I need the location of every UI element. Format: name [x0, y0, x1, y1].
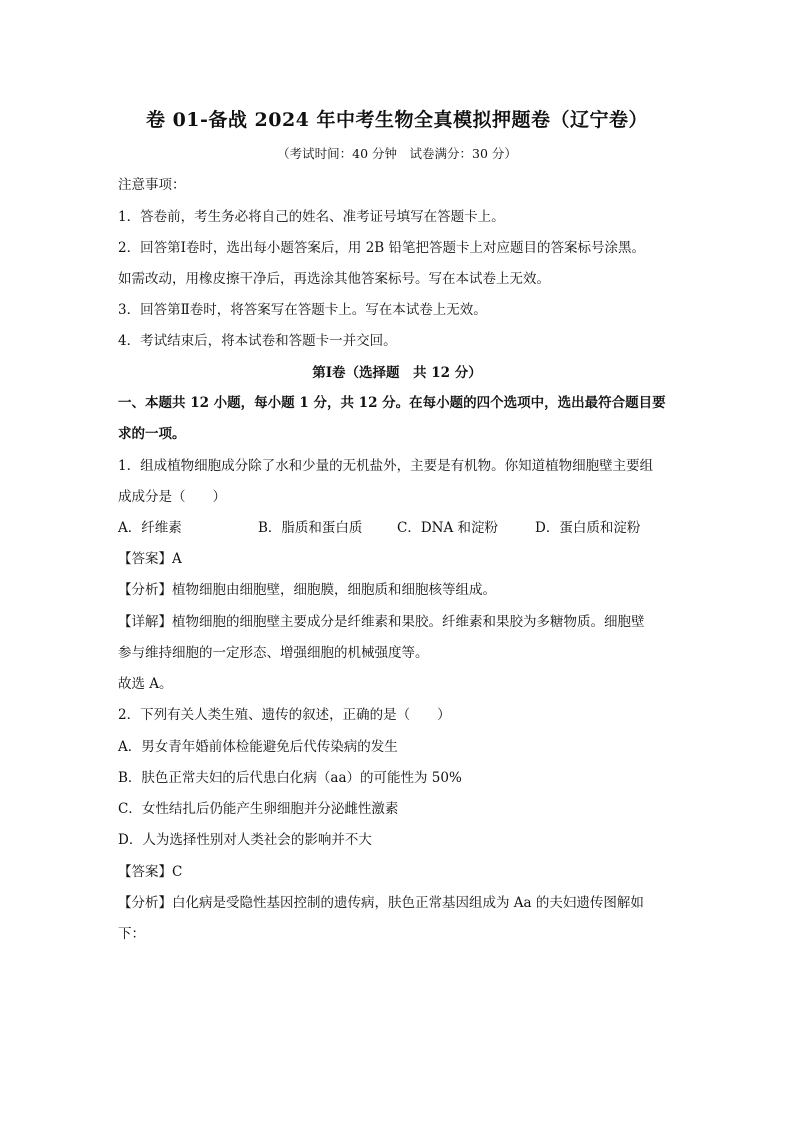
section-instructions-line-1: 一、本题共 12 小题，每小题 1 分，共 12 分。在每小题的四个选项中，选出最符合题目要 — [118, 395, 666, 411]
section-instructions-line-2: 求的一项。 — [118, 426, 186, 442]
question-1-choice: 故选 A。 — [118, 676, 173, 692]
note-2-line-2: 如需改动，用橡皮擦干净后，再选涂其他答案标号。写在本试卷上无效。 — [118, 271, 550, 287]
section-heading: 第Ⅰ卷（选择题 共 12 分） — [312, 365, 482, 381]
question-1-stem-line-2: 成成分是（ ） — [118, 489, 226, 505]
note-4: 4．考试结束后，将本试卷和答题卡一并交回。 — [118, 333, 397, 349]
question-1-answer: 【答案】A — [118, 551, 182, 567]
exam-info: （考试时间：40 分钟 试卷满分：30 分） — [277, 146, 517, 161]
question-1-option-d: D．蛋白质和淀粉 — [535, 520, 641, 536]
question-2-answer: 【答案】C — [118, 864, 183, 880]
question-1-option-a: A．纤维素 — [118, 520, 182, 536]
notes-heading: 注意事项： — [118, 177, 186, 193]
question-2-analysis-line-1: 【分析】白化病是受隐性基因控制的遗传病，肤色正常基因组成为 Aa 的夫妇遗传图解如 — [118, 895, 644, 911]
question-1-stem-line-1: 1．组成植物细胞成分除了水和少量的无机盐外，主要是有机物。你知道植物细胞壁主要组 — [118, 458, 654, 474]
question-2-option-a: A．男女青年婚前体检能避免后代传染病的发生 — [118, 739, 398, 755]
page-title: 卷 01-备战 2024 年中考生物全真模拟押题卷（辽宁卷） — [145, 109, 649, 131]
note-3: 3．回答第Ⅱ卷时，将答案写在答题卡上。写在本试卷上无效。 — [118, 302, 487, 318]
question-1-detail-line-1: 【详解】植物细胞的细胞壁主要成分是纤维素和果胶。纤维素和果胶为多糖物质。细胞壁 — [118, 614, 645, 630]
question-2-option-d: D．人为选择性别对人类社会的影响并不大 — [118, 832, 372, 848]
question-2-option-c: C．女性结扎后仍能产生卵细胞并分泌雌性激素 — [118, 801, 399, 817]
question-1-detail-line-2: 参与维持细胞的一定形态、增强细胞的机械强度等。 — [118, 645, 429, 661]
question-1-option-b: B．脂质和蛋白质 — [258, 520, 363, 536]
question-2-option-b: B．肤色正常夫妇的后代患白化病（aa）的可能性为 50% — [118, 770, 462, 786]
question-1-option-c: C．DNA 和淀粉 — [397, 520, 499, 536]
question-1-analysis: 【分析】植物细胞由细胞壁，细胞膜，细胞质和细胞核等组成。 — [118, 582, 496, 598]
question-2-analysis-line-2: 下： — [118, 926, 145, 942]
question-2-stem: 2．下列有关人类生殖、遗传的叙述，正确的是（ ） — [118, 707, 451, 723]
note-1: 1．答卷前，考生务必将自己的姓名、准考证号填写在答题卡上。 — [118, 209, 505, 225]
note-2-line-1: 2．回答第Ⅰ卷时，选出每小题答案后，用 2B 铅笔把答题卡上对应题目的答案标号涂黑。 — [118, 240, 646, 256]
